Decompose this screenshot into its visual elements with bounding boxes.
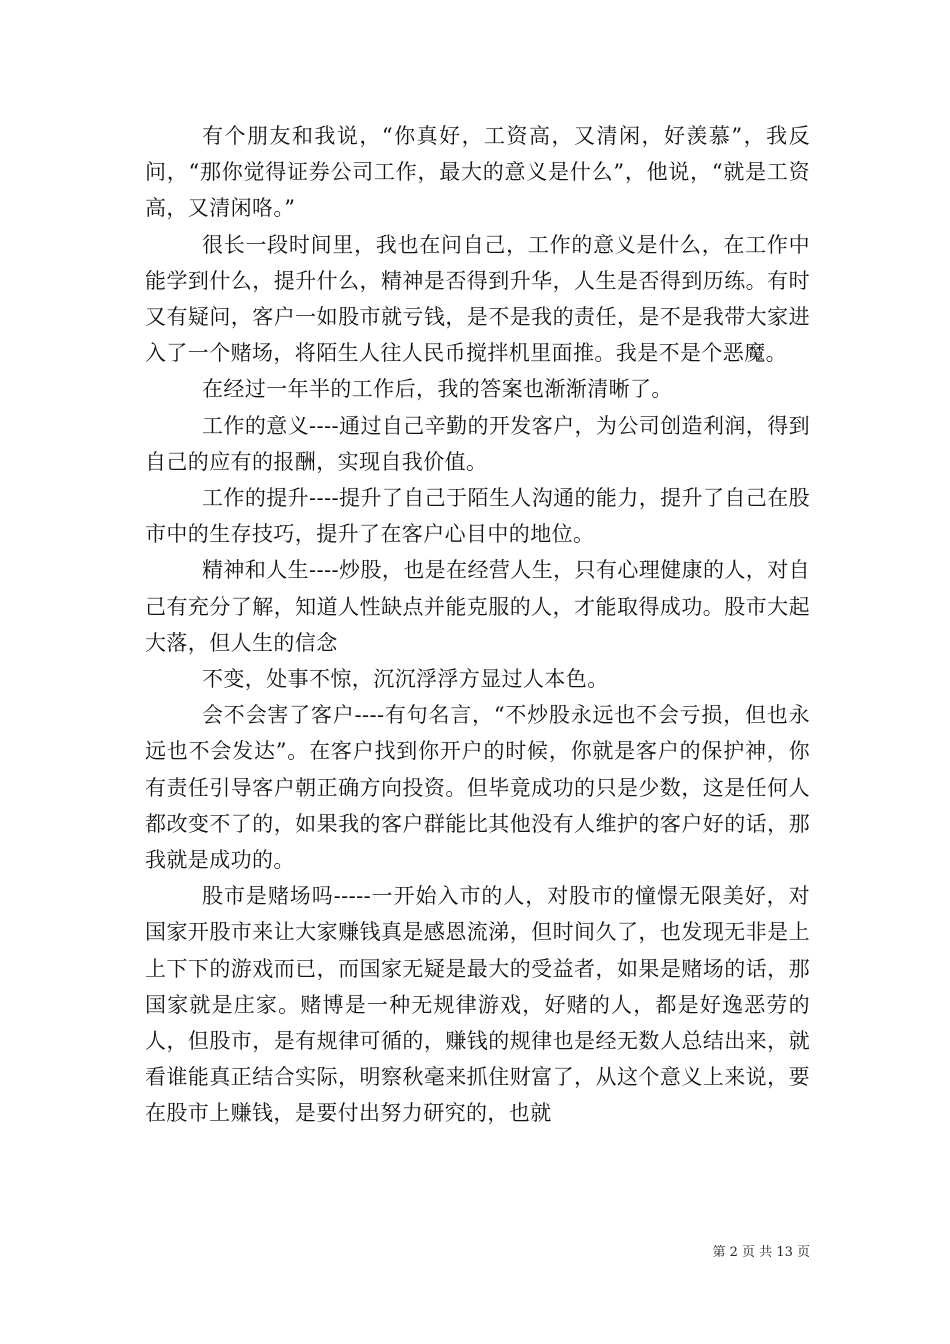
- document-body: [145, 118, 810, 1132]
- paragraph-7: 不变，处事不惊，沉沉浮浮方显过人本色。: [202, 667, 609, 692]
- paragraph-8: 会不会害了客户----有句名言，“不炒股永远也不会亏损，但也永远也不会发达”。在客户找到你开户的时候，你就是客户的保护神，你有责任引导客户朝正确方向投资。但毕竟成功的只是少数，这是任何人都改变不了的，如果我的客户群能比其他没有人维护的客户好的话，那我就是成功的。: [145, 703, 810, 873]
- page-number-footer: 第 2 页 共 13 页: [712, 1245, 810, 1260]
- paragraph-6: 精神和人生----炒股，也是在经营人生，只有心理健康的人，对自己有充分了解，知道人性缺点并能克服的人，才能取得成功。股市大起大落，但人生的信念: [145, 558, 810, 655]
- paragraph-2: 很长一段时间里，我也在问自己，工作的意义是什么，在工作中能学到什么，提升什么，精神是否得到升华，人生是否得到历练。有时又有疑问，客户一如股市就亏钱，是不是我的责任，是不是我带大家进入了一个赌场，将陌生人往人民币搅拌机里面推。我是不是个恶魔。: [145, 232, 810, 366]
- paragraph-1: 有个朋友和我说，“你真好，工资高，又清闲，好羡慕”，我反问，“那你觉得证券公司工作，最大的意义是什么”，他说，“就是工资高，又清闲咯。”: [145, 124, 810, 221]
- paragraph-5: 工作的提升----提升了自己于陌生人沟通的能力，提升了自己在股市中的生存技巧，提升了在客户心目中的地位。: [145, 486, 810, 547]
- paragraph-4: 工作的意义----通过自己辛勤的开发客户，为公司创造利润，得到自己的应有的报酬，实现自我价值。: [145, 413, 810, 474]
- paragraph-3: 在经过一年半的工作后，我的答案也渐渐清晰了。: [202, 377, 673, 402]
- paragraph-9: 股市是赌场吗-----一开始入市的人，对股市的憧憬无限美好，对国家开股市来让大家赚钱真是感恩流涕，但时间久了，也发现无非是上上下下的游戏而已，而国家无疑是最大的受益者，如果是赌场的话，那国家就是庄家。赌博是一种无规律游戏，好赌的人，都是好逸恶劳的人，但股市，是有规律可循的，赚钱的规律也是经无数人总结出来，就看谁能真正结合实际，明察秋毫来抓住财富了，从这个意义上来说，要在股市上赚钱，是要付出努力研究的，也就: [145, 884, 810, 1126]
